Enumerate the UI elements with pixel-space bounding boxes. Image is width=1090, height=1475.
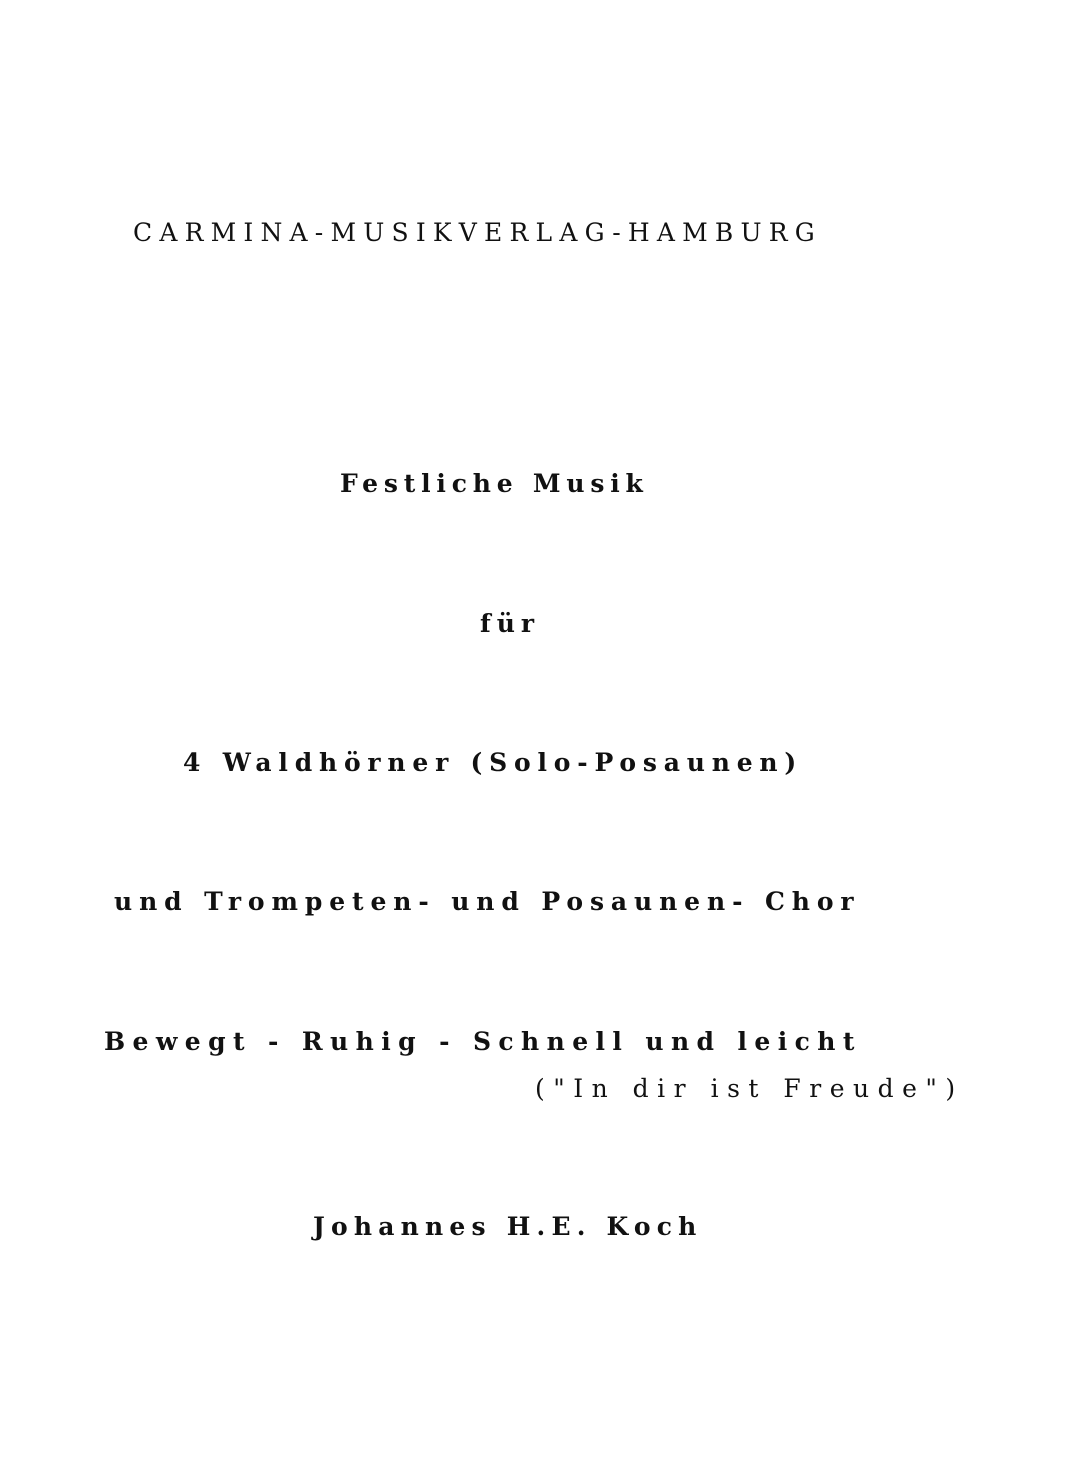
- movements-line: Bewegt - Ruhig - Schnell und leicht: [104, 1027, 862, 1056]
- page-title: Festliche Musik: [340, 469, 649, 498]
- composer-name: Johannes H.E. Koch: [313, 1212, 703, 1241]
- preposition-text: für: [480, 609, 541, 638]
- instrumentation-line-2: und Trompeten- und Posaunen- Chor: [114, 887, 861, 916]
- movement-subtitle: ("In dir ist Freude"): [535, 1074, 964, 1103]
- instrumentation-line-1: 4 Waldhörner (Solo-Posaunen): [183, 748, 804, 777]
- publisher-line: CARMINA-MUSIKVERLAG-HAMBURG: [133, 218, 822, 247]
